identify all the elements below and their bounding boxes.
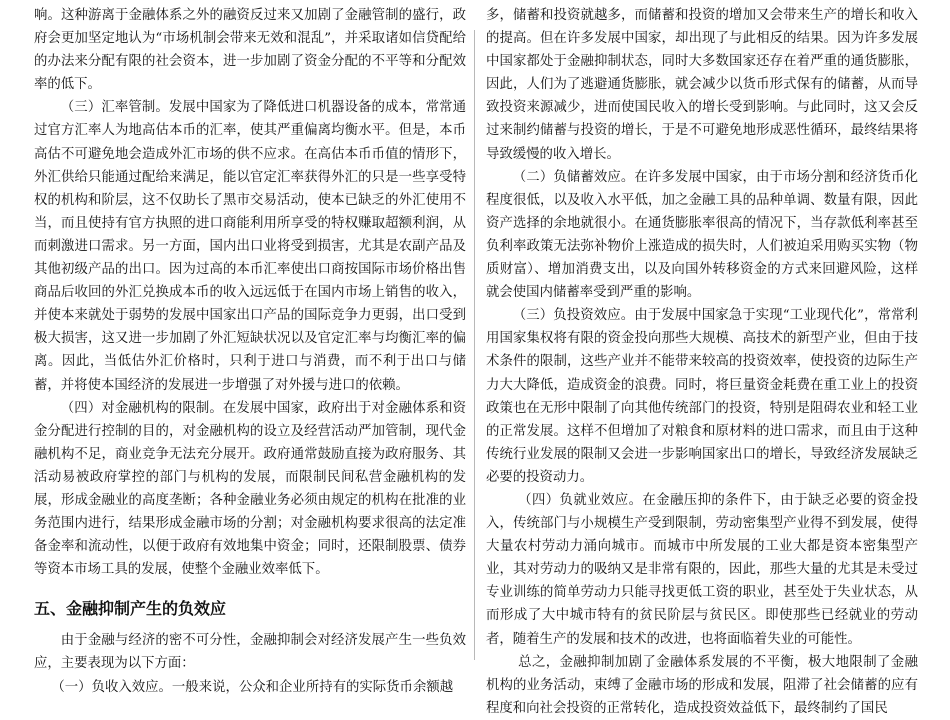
paragraph-negative-income-effect: （一）负收入效应。一般来说，公众和企业所持有的实际货币余额越 xyxy=(51,679,454,695)
left-column xyxy=(34,4,466,699)
column-divider xyxy=(474,30,475,660)
paragraph-income-continuation: 多，储蓄和投资就越多，而储蓄和投资的增加又会带来生产的增长和收入的提高。但在许多发展中国家，却出现了与此相反的结果。因为许多发展中国家都处于金融抑制状态，同时大多数国家还存在着严重的通货膨胀，因此，人们为了逃避通货膨胀，就会减少以货币形式保有的储蓄，从而导致投资来源减少，进而使国民收入的增长受到影响。与此同时，这又会反过来制约储蓄与投资的增长，于是不可避免地形成恶性循环，最终结果将导致缓慢的收入增长。 xyxy=(486,8,918,162)
paragraph-section-intro: 由于金融与经济的密不可分性，金融抑制会对经济发展产生一些负效应，主要表现为以下方面： xyxy=(34,633,466,672)
paragraph-conclusion: 总之，金融抑制加剧了金融体系发展的不平衡，极大地限制了金融机构的业务活动，束缚了金融市场的形成和发展，阻滞了社会储蓄的应有程度和向社会投资的正常转化，造成投资效益低下，最终制约了国民 xyxy=(486,654,918,716)
paragraph-negative-savings-effect: （二）负储蓄效应。在许多发展中国家，由于市场分割和经济货币化程度很低，以及收入水平低，加之金融工具的品种单调、数量有限，因此资产选择的余地就很小。在通货膨胀率很高的情况下，当存款低利率甚至负利率政策无法弥补物价上涨造成的损失时，人们被迫采用购买实物（物质财富）、增加消费支出，以及向国外转移资金的方式来回避风险，这样就会使国内储蓄率受到严重的影响。 xyxy=(486,169,918,301)
paragraph-negative-investment-effect: （三）负投资效应。由于发展中国家急于实现“工业现代化”，常常利用国家集权将有限的资金投向那些大规模、高技术的新型产业，但由于技术条件的限制，这些产业并不能带来较高的投资效率，使投资的边际生产力大大降低，造成资金的浪费。同时，将巨量资金耗费在重工业上的投资政策也在无形中限制了向其他传统部门的投资，特别是阻碍农业和轻工业的正常发展。这样不但增加了对粮食和原材料的进口需求，而且由于这种传统行业发展的限制又会进一步影响国家出口的增长，导致经济发展缺乏必要的投资动力。 xyxy=(486,308,918,485)
paragraph-continuation: 响。这种游离于金融体系之外的融资反过来又加剧了金融管制的盛行，政府会更加坚定地认为“市场机制会带来无效和混乱”，并采取诸如信贷配给的办法来分配有限的社会资本，进一步加剧了资金分配的不平等和分配效率的低下。 xyxy=(34,8,466,93)
right-column xyxy=(486,4,918,720)
section-heading: 五、金融抑制产生的负效应 xyxy=(34,599,227,619)
paragraph-negative-employment-effect: （四）负就业效应。在金融压抑的条件下，由于缺乏必要的资金投入，传统部门与小规模生产受到限制，劳动密集型产业得不到发展，使得大量农村劳动力涌向城市。而城市中所发展的工业大都是资本密集型产业，其对劳动力的吸纳又是非常有限的，因此，那些大量的尤其是未受过专业训练的简单劳动力只能寻找更低工资的职业，甚至处于失业状态，从而形成了大中城市特有的贫民阶层与贫民区。即使那些已经就业的劳动者，随着生产的发展和技术的改进，也将面临着失业的可能性。 xyxy=(486,492,918,647)
paragraph-exchange-rate-control: （三）汇率管制。发展中国家为了降低进口机器设备的成本，常常通过官方汇率人为地高估本币的汇率，使其严重偏离均衡水平。但是，本币高估不可避免地会造成外汇市场的供不应求。在高估本币币值的情形下，外汇供给只能通过配给来满足，能以官定汇率获得外汇的只是一些享受特权的机构和阶层，这不仅助长了黑市交易活动，使本已缺乏的外汇使用不当，而且使持有官方执照的进口商能利用所享受的特权赚取超额利润，从而刺激进口需求。另一方面，国内出口业将受到损害，尤其是农副产品及其他初级产品的出口。因为过高的本币汇率使出口商按国际市场价格出售商品后收回的外汇兑换成本币的收入远远低于在国内市场上销售的收入，并使本来就处于弱势的发展中国家出口产品的国际竞争力更弱，出口受到极大损害，这又进一步加剧了外汇短缺状况以及官定汇率与均衡汇率的偏离。因此，当低估外汇价格时，只利于进口与消费，而不利于出口与储蓄，并将使本国经济的发展进一步增强了对外援与进口的依赖。 xyxy=(34,100,466,393)
paragraph-financial-institution-restriction: （四）对金融机构的限制。在发展中国家，政府出于对金融体系和资金分配进行控制的目的，对金融机构的设立及经营活动严加管制，现代金融机构不足，商业竞争无法充分展开。政府通常鼓励直接为政府服务、其活动易被政府掌控的部门与机构的发展，而限制民间私营金融机构的发展，形成金融业的高度垄断；各种金融业务必须由规定的机构在批准的业务范围内进行，结果形成金融市场的分割；对金融机构要求很高的法定准备金率和流动性，以便于政府有效地集中资金；同时，还限制股票、债券等资本市场工具的发展，使整个金融业效率低下。 xyxy=(34,400,466,578)
